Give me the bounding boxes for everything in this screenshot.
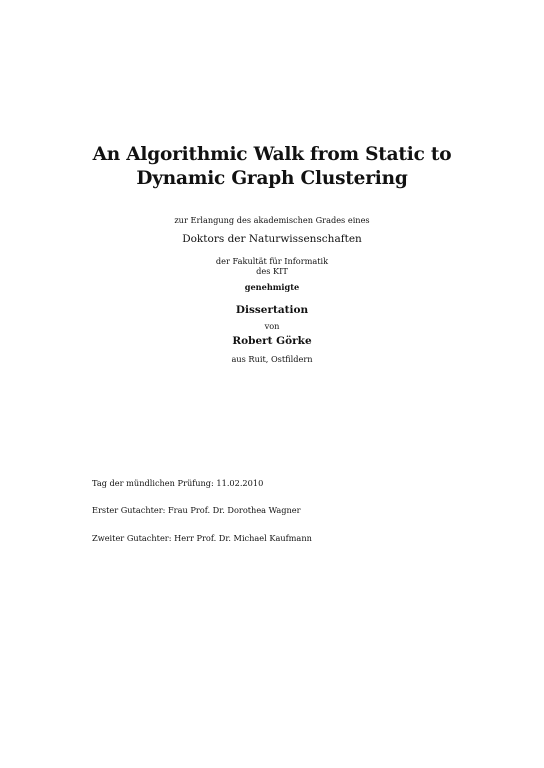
author-origin: aus Ruit, Ostfildern: [231, 354, 313, 364]
author-name: Robert Görke: [232, 335, 312, 347]
by-text: von: [264, 321, 280, 331]
document-type: Dissertation: [235, 304, 309, 316]
degree-text: Doktors der Naturwissenschaften: [182, 233, 362, 245]
title-line-2: Dynamic Graph Clustering: [136, 168, 408, 189]
second-reviewer: Zweiter Gutachter: Herr Prof. Dr. Michael Kaufmann: [92, 533, 312, 543]
first-reviewer: Erster Gutachter: Frau Prof. Dr. Dorothea Wagner: [92, 505, 301, 515]
title-line-1: An Algorithmic Walk from Static to: [92, 144, 452, 165]
exam-date: Tag der mündlichen Prüfung: 11.02.2010: [92, 478, 264, 488]
faculty-line-2: des KIT: [256, 266, 288, 276]
faculty-line-1: der Fakultät für Informatik: [215, 256, 329, 266]
approved-text: genehmigte: [244, 282, 300, 292]
purpose-text: zur Erlangung des akademischen Grades eines: [174, 215, 370, 225]
